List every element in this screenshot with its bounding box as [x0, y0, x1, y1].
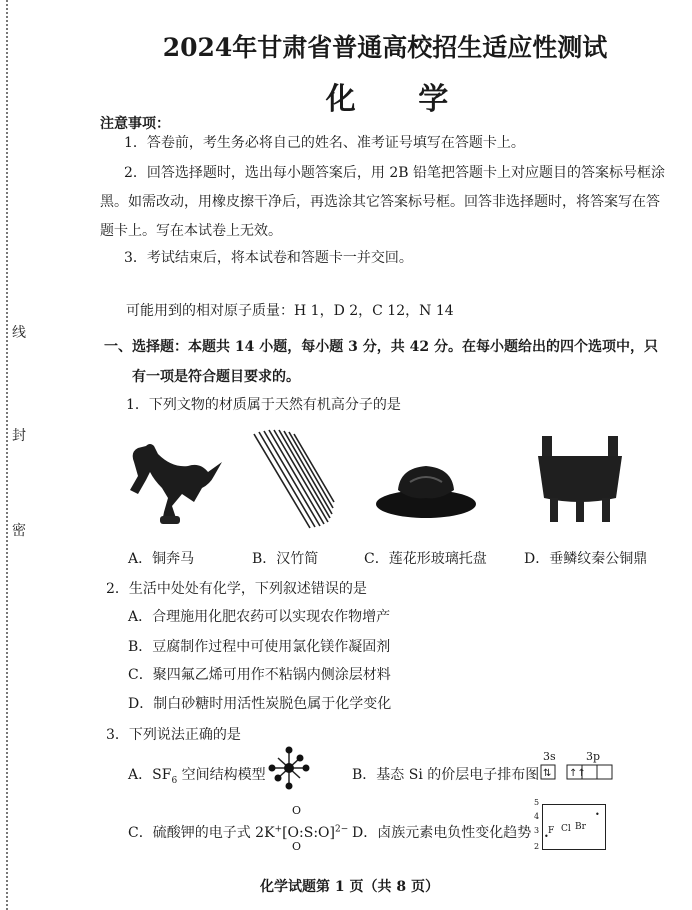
option-a-subscript: 6 [171, 775, 178, 786]
atomic-masses: 可能用到的相对原子质量：H 1，D 2，C 12，N 14 [126, 303, 454, 319]
subject-title: 化 学 [325, 82, 475, 117]
question-3-option-c [128, 822, 348, 842]
note-item-2: 2．回答选择题时，选出每小题答案后，用 2B 铅笔把答题卡上对应题目的答案标号框涂黑。如需改动，用橡皮擦干净后，再选涂其它答案标号框。回答非选择题时，将答案写在答题卡上。写在本试卷上无效。 [100, 165, 666, 239]
page-title: 2024年甘肃省普通高校招生适应性测试 [162, 33, 608, 62]
sf6-model-icon [268, 746, 310, 790]
note-item-1: 1．答卷前，考生务必将自己的姓名、准考证号填写在答题卡上。 [124, 135, 525, 151]
option-c-text: 硫酸钾的电子式 2K [152, 825, 275, 841]
section-line-2: 有一项是符合题目要求的。 [132, 369, 300, 385]
question-3-option-d [352, 822, 531, 842]
binding-char-feng: 封 [12, 428, 26, 444]
electronegativity-chart [534, 798, 604, 850]
element-cl: Cl [561, 824, 571, 834]
element-f: F [548, 826, 555, 836]
binding-char-mi: 密 [12, 523, 26, 539]
point-f-marker: • [544, 832, 549, 841]
option-a-text: 空间结构模型 [177, 767, 266, 783]
notes-heading: 注意事项： [100, 116, 170, 132]
y-tick-4: 4 [534, 812, 540, 821]
question-3-option-a [128, 764, 266, 786]
y-tick-3: 3 [534, 826, 540, 835]
question-1-option-c: C．莲花形玻璃托盘 [364, 551, 487, 567]
bronze-horse-image [124, 432, 229, 527]
question-2-option-a: A．合理施用化肥农药可以实现农作物增产 [128, 609, 391, 625]
option-c-bottom-oxygen: O [292, 840, 302, 853]
option-b-text: 基态 Si 的价层电子排布图 [376, 767, 540, 783]
orbital-3s-label: 3s [543, 750, 556, 763]
question-2-option-d: D．制白砂糖时用活性炭脱色属于化学变化 [128, 696, 392, 712]
y-tick-5: 5 [534, 798, 540, 807]
option-c-formula: [O:S:O] [282, 825, 335, 841]
question-2-stem: 2．生活中处处有化学，下列叙述错误的是 [106, 581, 367, 597]
svg-text:⇅: ⇅ [543, 768, 552, 779]
option-c-top-oxygen: O [292, 804, 302, 817]
question-3-option-b [352, 764, 539, 784]
binding-line [6, 0, 8, 910]
bamboo-slips-image [250, 428, 335, 533]
binding-char-xian: 线 [12, 325, 26, 341]
option-d-label: D． [352, 825, 378, 841]
question-1-option-d: D．垂鳞纹秦公铜鼎 [524, 551, 648, 567]
option-c-label: C． [128, 825, 153, 841]
page-footer: 化学试题第 1 页（共 8 页） [260, 879, 439, 895]
element-br: Br [575, 822, 586, 832]
question-1-option-a: A．铜奔马 [128, 551, 195, 567]
note-item-3: 3．考试结束后，将本试卷和答题卡一并交回。 [124, 250, 413, 266]
orbital-3p-label: 3p [586, 750, 601, 763]
svg-text:↑↑: ↑↑ [569, 768, 586, 779]
option-a-label: A． [128, 767, 153, 783]
option-b-label: B． [352, 767, 377, 783]
option-d-text: 卤族元素电负性变化趋势 [377, 825, 532, 841]
question-2-option-b: B．豆腐制作过程中可使用氯化镁作凝固剂 [128, 639, 391, 655]
option-a-formula: SF [152, 767, 172, 783]
question-1-option-b: B．汉竹简 [252, 551, 319, 567]
section-line-1: 选择题：本题共 14 小题，每小题 3 分，共 42 分。在每小题给出的四个选项中，只 [132, 339, 658, 355]
section-number: 一、 [104, 339, 132, 355]
question-1-stem: 1．下列文物的材质属于天然有机高分子的是 [126, 397, 401, 413]
lotus-glass-tray-image [370, 460, 480, 522]
bronze-ding-image [530, 432, 630, 527]
question-2-option-c: C．聚四氟乙烯可用作不粘锅内侧涂层材料 [128, 667, 391, 683]
orbital-diagram-icon [540, 764, 638, 780]
y-tick-2: 2 [534, 842, 540, 851]
point-i-marker: • [595, 810, 600, 819]
option-c-plus: + [274, 824, 283, 835]
option-c-charge: 2− [335, 824, 349, 835]
question-3-stem: 3．下列说法正确的是 [106, 727, 241, 743]
